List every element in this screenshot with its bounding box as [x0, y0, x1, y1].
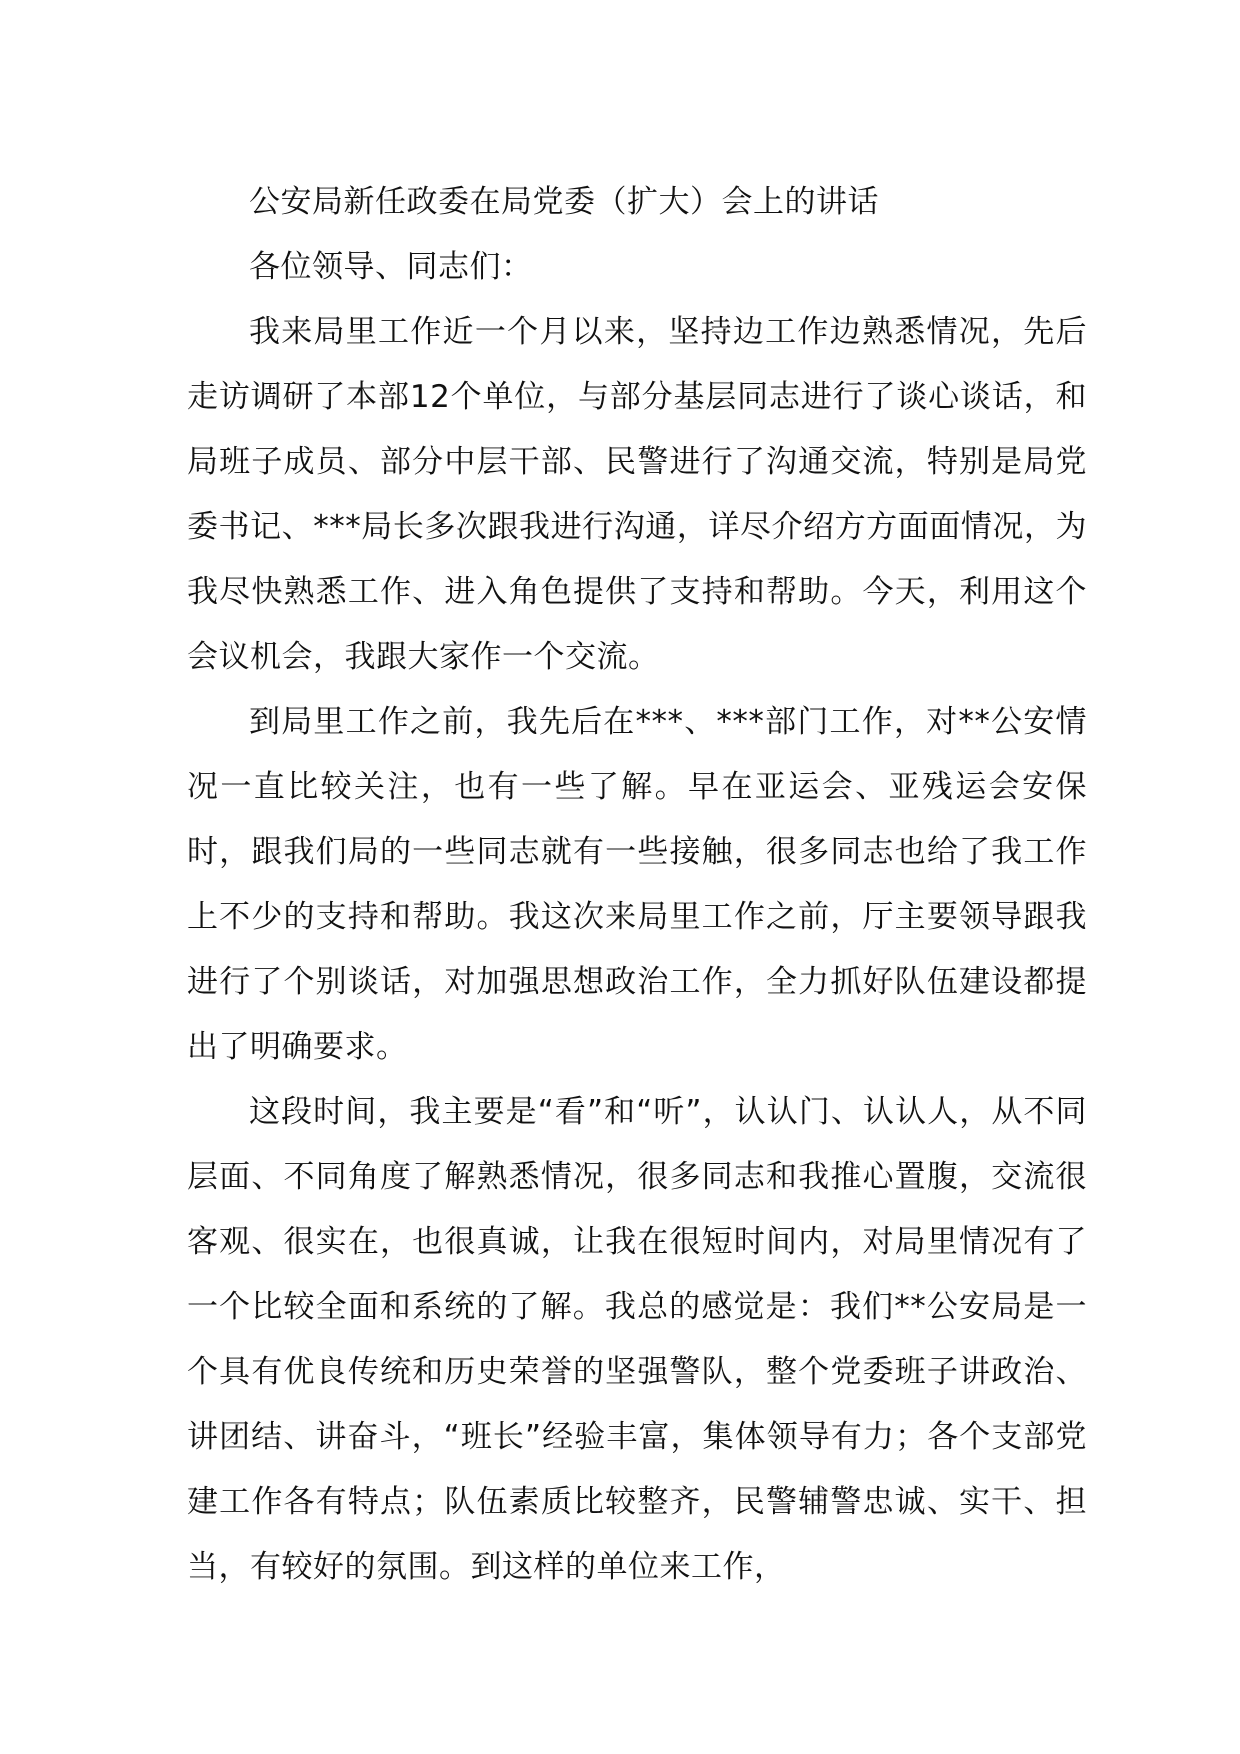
- paragraph-2: 到局里工作之前，我先后在***、***部门工作，对**公安情况一直比较关注，也有一些了解。早在亚运会、亚残运会安保时，跟我们局的一些同志就有一些接触，很多同志也给了我工作上不少的支持和帮助。我这次来局里工作之前，厅主要领导跟我进行了个别谈话，对加强思想政治工作，全力抓好队伍建设都提出了明确要求。: [187, 704, 1087, 1065]
- paragraph-3: 这段时间，我主要是“看”和“听”，认认门、认认人，从不同层面、不同角度了解熟悉情况，很多同志和我推心置腹，交流很客观、很实在，也很真诚，让我在很短时间内，对局里情况有了一个比较全面和系统的了解。我总的感觉是：我们**公安局是一个具有优良传统和历史荣誉的坚强警队，整个党委班子讲政治、讲团结、讲奋斗，“班长”经验丰富，集体领导有力；各个支部党建工作各有特点；队伍素质比较整齐，民警辅警忠诚、实干、担当，有较好的氛围。到这样的单位来工作，: [187, 1094, 1087, 1585]
- paragraph-1: 我来局里工作近一个月以来，坚持边工作边熟悉情况，先后走访调研了本部12个单位，与部分基层同志进行了谈心谈话，和局班子成员、部分中层干部、民警进行了沟通交流，特别是局党委书记、***局长多次跟我进行沟通，详尽介绍方方面面情况，为我尽快熟悉工作、进入角色提供了支持和帮助。今天，利用这个会议机会，我跟大家作一个交流。: [187, 314, 1087, 675]
- document-body: [187, 170, 1087, 1600]
- document-title: 公安局新任政委在局党委（扩大）会上的讲话: [249, 184, 879, 220]
- salutation: 各位领导、同志们：: [249, 249, 533, 285]
